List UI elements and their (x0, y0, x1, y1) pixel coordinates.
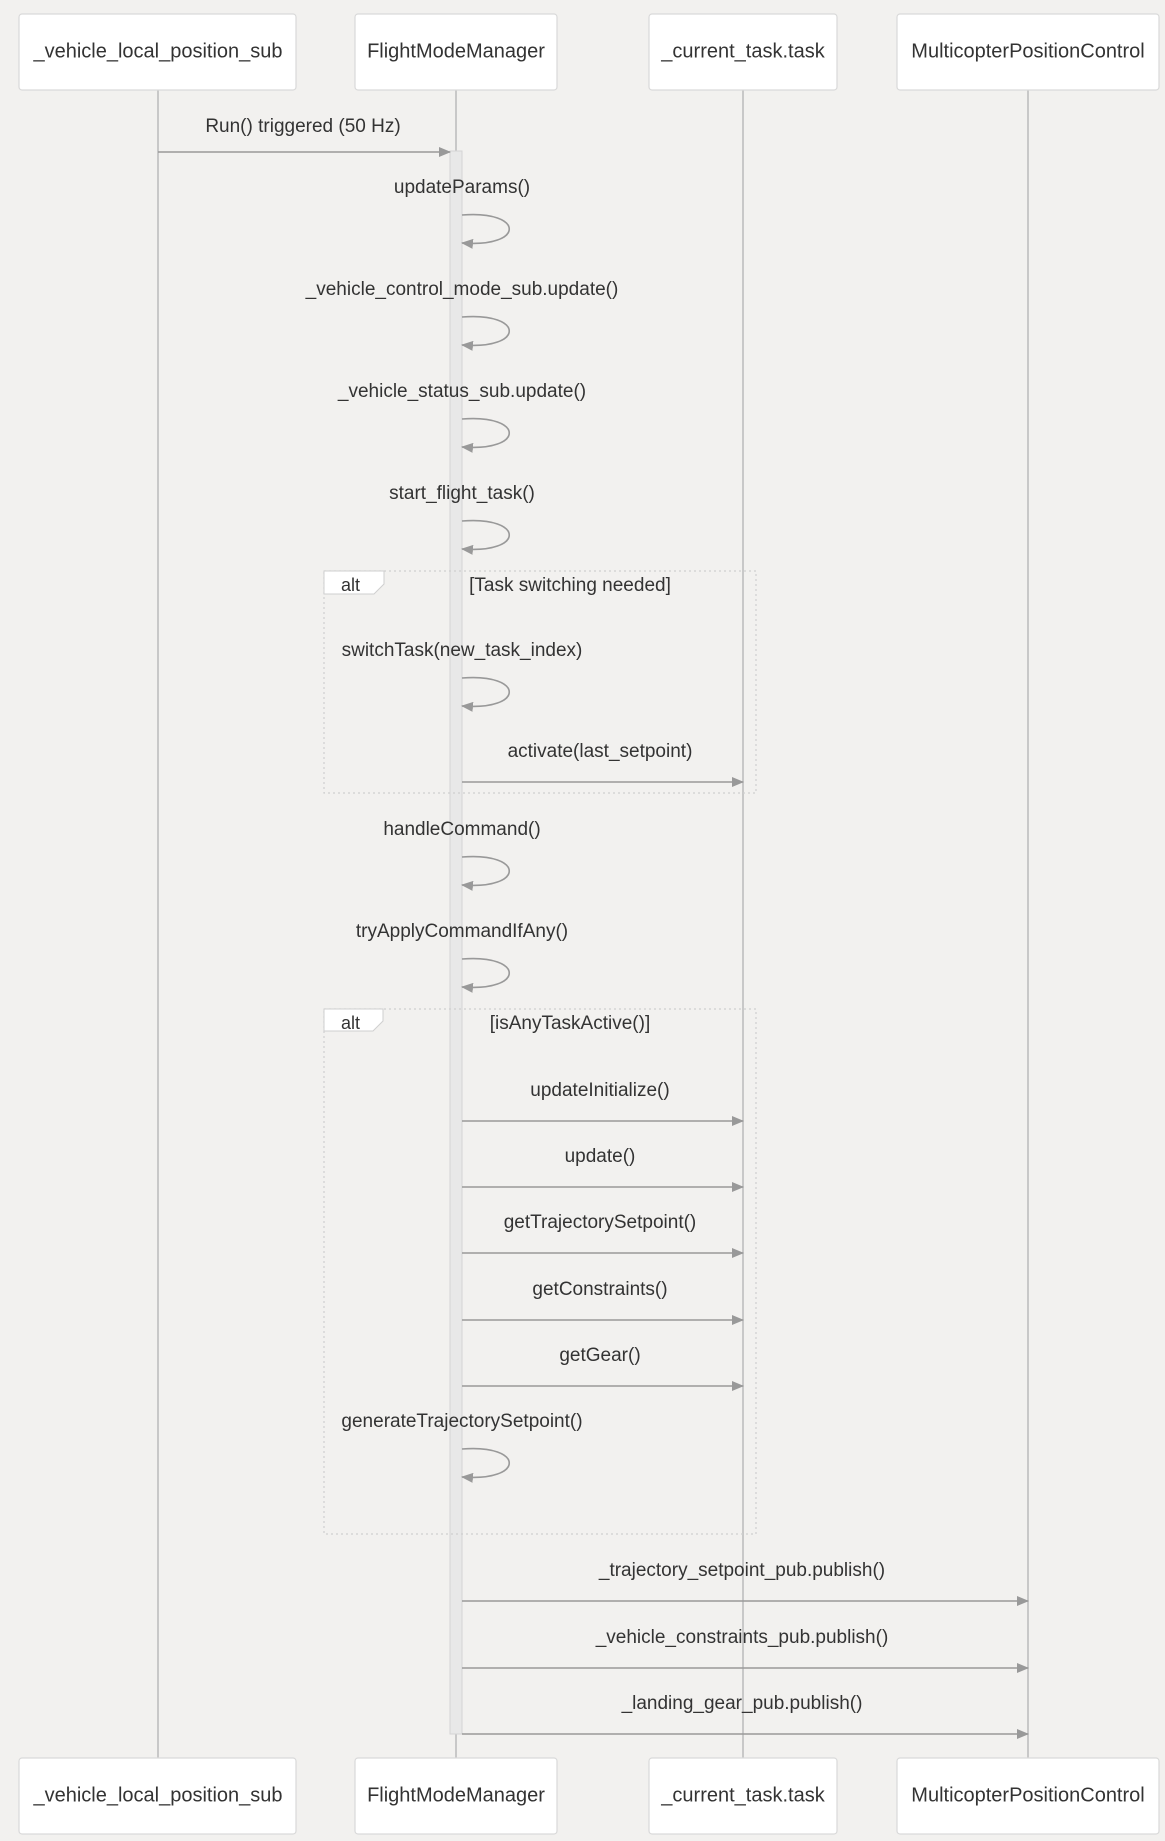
message-get-constraints (462, 1279, 743, 1320)
message-get-gear-label: getGear() (559, 1345, 641, 1366)
actor-label: FlightModeManager (367, 1784, 545, 1807)
message-handle-command-label: handleCommand() (383, 819, 541, 840)
message-landing-gear-publish (462, 1693, 1028, 1734)
actor-label: MulticopterPositionControl (911, 1784, 1145, 1807)
message-activate (462, 741, 743, 782)
message-run-triggered (158, 116, 450, 152)
alt-fragment-task-switching-label: alt (341, 575, 361, 595)
message-get-constraints-label: getConstraints() (532, 1279, 668, 1300)
message-vehicle-constraints-publish (462, 1627, 1028, 1668)
actor-label: MulticopterPositionControl (911, 40, 1145, 63)
alt-fragment-task-switching-condition: [Task switching needed] (469, 575, 671, 596)
actor-bottom-multicopter-position-control (897, 1758, 1159, 1834)
message-vehicle-status-update-label: _vehicle_status_sub.update() (337, 381, 587, 402)
actor-label: FlightModeManager (367, 40, 545, 63)
actor-label: _current_task.task (661, 40, 825, 63)
message-activate-label: activate(last_setpoint) (507, 741, 693, 762)
message-get-trajectory-setpoint (462, 1212, 743, 1253)
message-get-gear (462, 1345, 743, 1386)
message-update-params-label: updateParams() (393, 177, 531, 198)
message-update (462, 1146, 743, 1187)
alt-fragment-is-any-task-active-condition: [isAnyTaskActive()] (489, 1013, 651, 1034)
actor-label: _vehicle_local_position_sub (33, 40, 283, 63)
message-update-initialize (462, 1080, 743, 1121)
message-update-initialize-label: updateInitialize() (530, 1080, 670, 1101)
actor-bottom-vehicle-local-position-sub (19, 1758, 296, 1834)
message-run-triggered-label: Run() triggered (50 Hz) (205, 116, 401, 137)
message-trajectory-setpoint-publish-label: _trajectory_setpoint_pub.publish() (598, 1560, 886, 1581)
message-try-apply-command-label: tryApplyCommandIfAny() (355, 921, 569, 942)
actor-label: _vehicle_local_position_sub (33, 1784, 283, 1807)
message-vehicle-control-mode-update-label: _vehicle_control_mode_sub.update() (305, 279, 619, 300)
actor-top-current-task (649, 14, 837, 90)
message-update-label: update() (564, 1146, 636, 1167)
message-get-trajectory-setpoint-label: getTrajectorySetpoint() (503, 1212, 697, 1233)
message-generate-trajectory-setpoint-label: generateTrajectorySetpoint() (341, 1411, 583, 1432)
message-landing-gear-publish-label: _landing_gear_pub.publish() (621, 1693, 863, 1714)
actor-top-multicopter-position-control (897, 14, 1159, 90)
actor-top-vehicle-local-position-sub (19, 14, 296, 90)
message-switch-task-label: switchTask(new_task_index) (341, 640, 583, 661)
message-start-flight-task-label: start_flight_task() (389, 483, 535, 504)
message-trajectory-setpoint-publish (462, 1560, 1028, 1601)
actor-top-flight-mode-manager (355, 14, 557, 90)
actor-bottom-current-task (649, 1758, 837, 1834)
actor-label: _current_task.task (661, 1784, 825, 1807)
actor-bottom-flight-mode-manager (355, 1758, 557, 1834)
message-vehicle-constraints-publish-label: _vehicle_constraints_pub.publish() (595, 1627, 889, 1648)
alt-fragment-is-any-task-active-label: alt (341, 1013, 361, 1033)
